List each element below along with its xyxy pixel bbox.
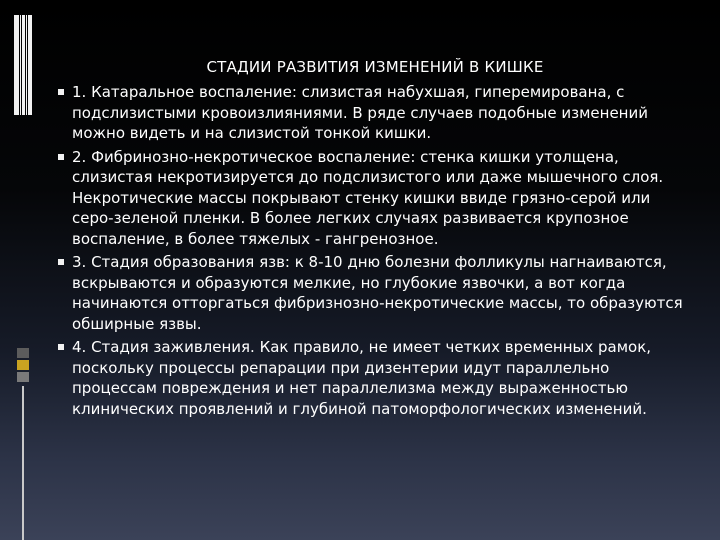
decorative-bar xyxy=(22,15,25,115)
decorative-bar xyxy=(26,15,27,115)
list-item-text: 4. Стадия заживления. Как правило, не имеет четких временных рамок, поскольку процессы репарации при дизентерии идут параллельно процессам повреждения и нет параллелизма между выраженностью клинических проявлений и глубиной патоморфологических изменений. xyxy=(72,338,652,418)
slide-title: СТАДИИ РАЗВИТИЯ ИЗМЕНЕНИЙ В КИШКЕ xyxy=(206,58,544,76)
square-bullet-icon xyxy=(58,259,64,265)
decorative-square-accent xyxy=(17,360,29,370)
decorative-square xyxy=(17,372,29,382)
bullet-list xyxy=(55,82,695,422)
square-bullet-icon xyxy=(58,344,64,350)
decorative-square xyxy=(17,348,29,358)
list-item-text: 3. Стадия образования язв: к 8-10 дню болезни фолликулы нагнаиваются, вскрываются и образуются мелкие, но глубокие язвочки, а вот когда начинаются отторгаться фибризнозно-некротические массы, то образуются обширные язвы. xyxy=(72,253,683,333)
decorative-side-accent xyxy=(17,348,29,540)
decorative-bar xyxy=(28,15,32,115)
list-item-text: 1. Катаральное воспаление: слизистая набухшая, гиперемирована, с подслизистыми кровоизлияниями. В ряде случаев подобные изменений можно видеть и на слизистой тонкой кишки. xyxy=(72,83,648,142)
decorative-bars-top xyxy=(14,15,34,115)
decorative-vertical-line xyxy=(22,386,24,540)
square-bullet-icon xyxy=(58,89,64,95)
list-item xyxy=(55,147,695,250)
list-item xyxy=(55,337,695,419)
list-item xyxy=(55,252,695,334)
decorative-bar xyxy=(14,15,19,115)
square-bullet-icon xyxy=(58,154,64,160)
list-item xyxy=(55,82,695,144)
list-item-text: 2. Фибринозно-некротическое воспаление: стенка кишки утолщена, слизистая некротизируется до подслизистого или даже мышечного слоя. Некротические массы покрывают стенку кишки ввиде грязно-серой или серо-зеленой пленки. В более легких случаях развивается крупозное воспаление, в более тяжелых - гангренозное. xyxy=(72,147,664,248)
decorative-bar xyxy=(20,15,21,115)
